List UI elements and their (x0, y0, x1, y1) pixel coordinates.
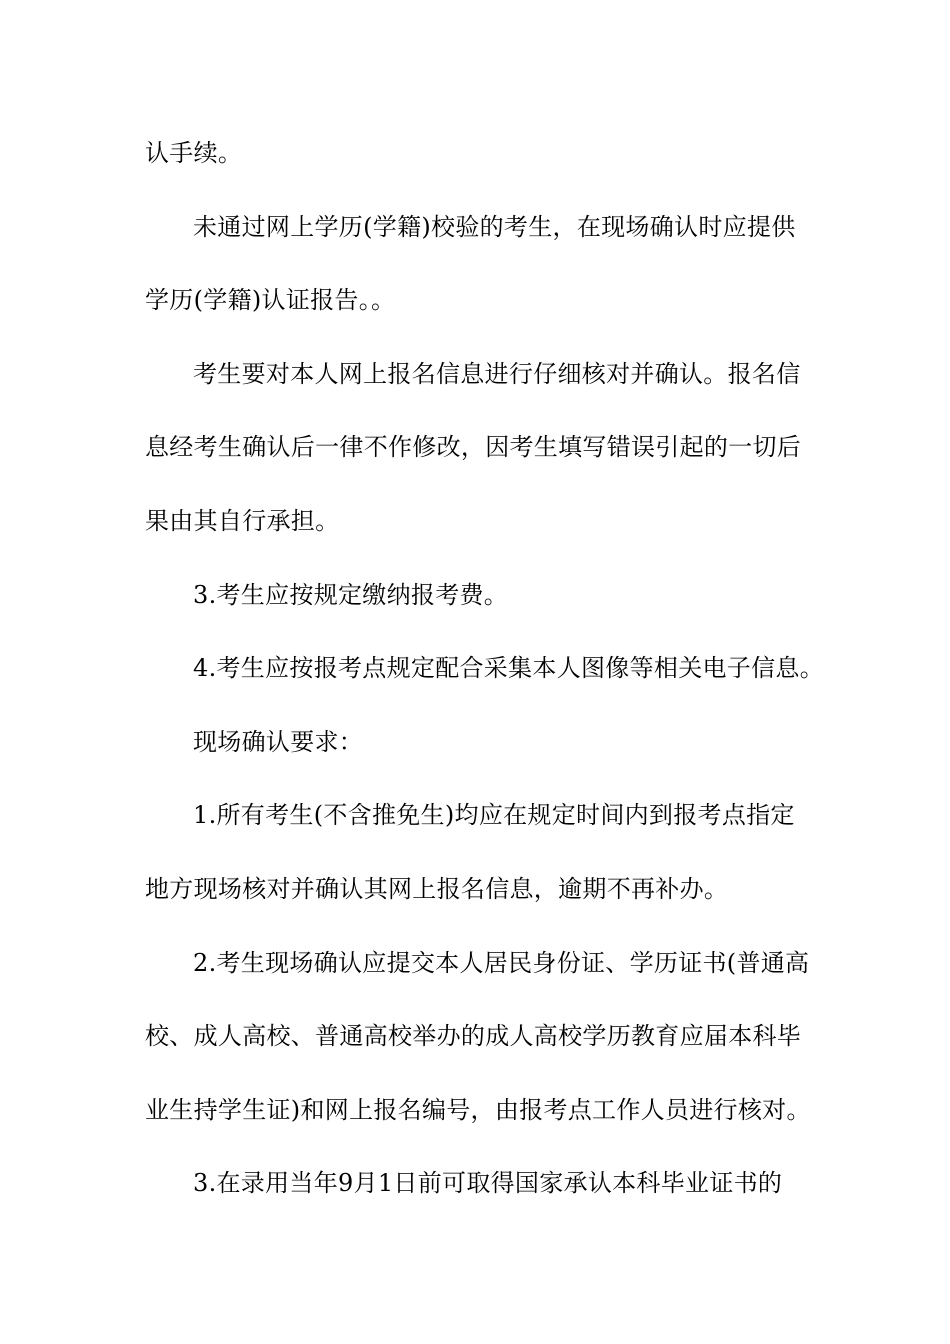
text-line-5: 息经考生确认后一律不作修改，因考生填写错误引起的一切后 (145, 433, 802, 462)
text-line-2: 未通过网上学历(学籍)校验的考生，在现场确认时应提供 (193, 212, 796, 241)
text-line-9: 现场确认要求： (193, 727, 364, 756)
text-line-12: 2.考生现场确认应提交本人居民身份证、学历证书(普通高 (193, 948, 810, 977)
text-line-3: 学历(学籍)认证报告。。 (145, 286, 396, 315)
text-line-1: 认手续。 (145, 139, 243, 167)
text-line-10: 1.所有考生(不含推免生)均应在规定时间内到报考点指定 (193, 801, 795, 830)
text-line-8: 4.考生应按报考点规定配合采集本人图像等相关电子信息。 (193, 654, 824, 683)
text-line-4: 考生要对本人网上报名信息进行仔细核对并确认。报名信 (193, 359, 801, 388)
text-line-11: 地方现场核对并确认其网上报名信息，逾期不再补办。 (145, 874, 729, 903)
text-line-13: 校、成人高校、普通高校举办的成人高校学历教育应届本科毕 (145, 1022, 802, 1051)
text-line-6: 果由其自行承担。 (145, 506, 340, 535)
text-line-15: 3.在录用当年9月1日前可取得国家承认本科毕业证书的 (193, 1169, 783, 1198)
document-body (145, 117, 824, 1221)
text-line-7: 3.考生应按规定缴纳报考费。 (193, 580, 509, 609)
text-line-14: 业生持学生证)和网上报名编号，由报考点工作人员进行核对。 (145, 1095, 811, 1124)
